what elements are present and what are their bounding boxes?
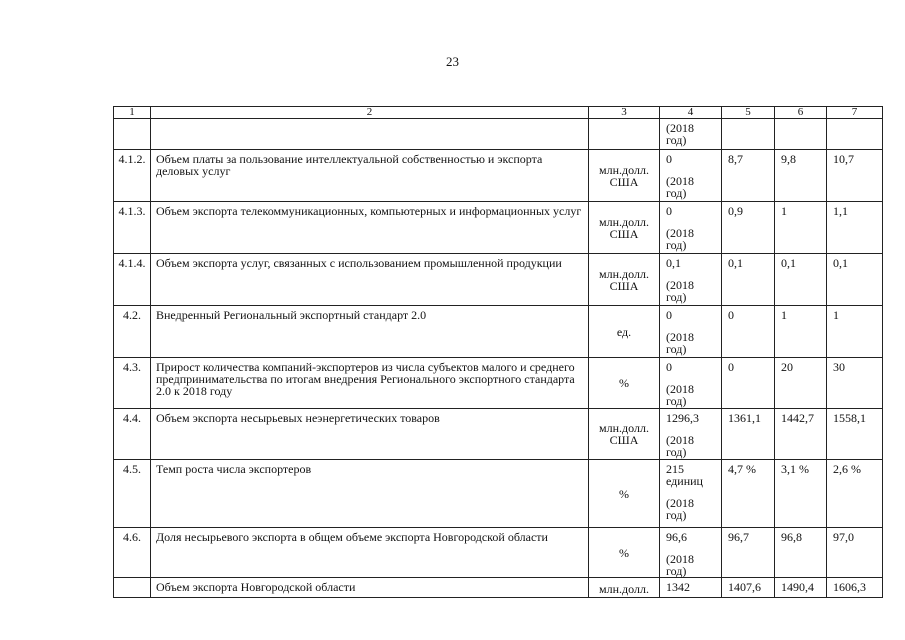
- base-year: (2018 год): [666, 121, 694, 147]
- value-2021: 1: [827, 306, 883, 358]
- indicator-name: Объем экспорта услуг, связанных с использованием промышленной продукции: [151, 254, 589, 306]
- value-2020: 1: [775, 202, 827, 254]
- unit: [589, 409, 660, 460]
- row-number: 4.1.4.: [114, 254, 151, 306]
- base-value: 215 единиц: [666, 462, 703, 488]
- unit: [589, 460, 660, 528]
- indicator-name: [151, 119, 589, 150]
- unit-text: %: [619, 545, 629, 560]
- value-2020: 1442,7: [775, 409, 827, 460]
- row-number: 4.5.: [114, 460, 151, 528]
- header-col-1: 1: [114, 107, 151, 119]
- base-value: 0: [666, 152, 672, 166]
- base-value: 0,1: [666, 256, 681, 270]
- table-row: [114, 254, 883, 306]
- base-value-cell: [660, 254, 722, 306]
- indicator-name: Прирост количества компаний-экспортеров из числа субъектов малого и среднего предпринимательства по итогам внедрения Регионального экспортного стандарта 2.0 к 2018 году: [151, 358, 589, 409]
- base-value: 0: [666, 308, 672, 322]
- unit: [589, 306, 660, 358]
- base-year: (2018 год): [666, 382, 694, 408]
- unit-text: млн.долл. США: [599, 421, 649, 447]
- header-col-7: 7: [827, 107, 883, 119]
- base-year: (2018 год): [666, 552, 694, 578]
- value-2021: 97,0: [827, 528, 883, 578]
- indicator-name: Объем экспорта Новгородской области: [151, 578, 589, 598]
- value-2021: 0,1: [827, 254, 883, 306]
- row-number: 4.1.2.: [114, 150, 151, 202]
- value-2021: 1606,3: [827, 578, 883, 598]
- unit-text: ед.: [616, 324, 632, 339]
- base-value-cell: [660, 460, 722, 528]
- value-2020: 9,8: [775, 150, 827, 202]
- header-row: [114, 107, 883, 119]
- value-2020: 1: [775, 306, 827, 358]
- value-2020: [775, 119, 827, 150]
- row-number: 4.6.: [114, 528, 151, 578]
- indicator-name: Темп роста числа экспортеров: [151, 460, 589, 528]
- base-value-cell: [660, 528, 722, 578]
- base-year: (2018 год): [666, 278, 694, 304]
- value-2021: 1558,1: [827, 409, 883, 460]
- unit: [589, 254, 660, 306]
- unit: [589, 119, 660, 150]
- value-2021: 10,7: [827, 150, 883, 202]
- base-year: (2018 год): [666, 496, 694, 522]
- indicator-name: Доля несырьевого экспорта в общем объеме экспорта Новгородской области: [151, 528, 589, 578]
- value-2020: 96,8: [775, 528, 827, 578]
- base-value-cell: [660, 409, 722, 460]
- base-value: 1342: [666, 580, 690, 594]
- base-value-cell: [660, 358, 722, 409]
- unit: [589, 578, 660, 598]
- table-row: [114, 202, 883, 254]
- indicator-name: Объем платы за пользование интеллектуальной собственностью и экспорта деловых услуг: [151, 150, 589, 202]
- unit-text: млн.долл. США: [599, 266, 649, 293]
- value-2021: 1,1: [827, 202, 883, 254]
- value-2020: 20: [775, 358, 827, 409]
- base-value-cell: [660, 119, 722, 150]
- value-2020: 3,1 %: [775, 460, 827, 528]
- unit: [589, 358, 660, 409]
- value-2019: 1361,1: [722, 409, 775, 460]
- value-2021: [827, 119, 883, 150]
- row-number: 4.1.3.: [114, 202, 151, 254]
- base-year: (2018 год): [666, 433, 694, 459]
- unit-text: %: [619, 486, 629, 501]
- indicators-table: [113, 106, 883, 598]
- value-2019: 0,9: [722, 202, 775, 254]
- value-2019: [722, 119, 775, 150]
- value-2019: 8,7: [722, 150, 775, 202]
- table-row: [114, 578, 883, 598]
- base-value: 0: [666, 204, 672, 218]
- value-2019: 0: [722, 306, 775, 358]
- base-value: 1296,3: [666, 411, 699, 425]
- row-number: 4.2.: [114, 306, 151, 358]
- value-2019: 4,7 %: [722, 460, 775, 528]
- table-row: [114, 460, 883, 528]
- table-row: [114, 306, 883, 358]
- indicator-name: Внедренный Региональный экспортный стандарт 2.0: [151, 306, 589, 358]
- value-2021: 30: [827, 358, 883, 409]
- value-2019: 0: [722, 358, 775, 409]
- row-number: 4.4.: [114, 409, 151, 460]
- value-2019: 1407,6: [722, 578, 775, 598]
- unit-text: млн.долл. США: [599, 214, 649, 241]
- row-number: [114, 578, 151, 598]
- base-year: (2018 год): [666, 174, 694, 200]
- table-row: [114, 150, 883, 202]
- base-value-cell: [660, 150, 722, 202]
- base-value-cell: [660, 202, 722, 254]
- indicator-name: Объем экспорта телекоммуникационных, компьютерных и информационных услуг: [151, 202, 589, 254]
- base-year: (2018 год): [666, 330, 694, 356]
- indicator-name: Объем экспорта несырьевых неэнергетических товаров: [151, 409, 589, 460]
- base-year: (2018 год): [666, 226, 694, 252]
- base-value-cell: [660, 578, 722, 598]
- unit-text: млн.долл. США: [599, 162, 649, 189]
- unit-text: %: [619, 376, 629, 390]
- base-value-cell: [660, 306, 722, 358]
- value-2019: 0,1: [722, 254, 775, 306]
- table-row: [114, 409, 883, 460]
- row-number: 4.3.: [114, 358, 151, 409]
- header-col-3: 3: [589, 107, 660, 119]
- page-number: 23: [446, 54, 459, 69]
- unit: [589, 528, 660, 578]
- table-row: [114, 358, 883, 409]
- row-number: [114, 119, 151, 150]
- value-2021: 2,6 %: [827, 460, 883, 528]
- header-col-5: 5: [722, 107, 775, 119]
- header-col-2: 2: [151, 107, 589, 119]
- unit-text: млн.долл.: [599, 582, 649, 596]
- value-2020: 1490,4: [775, 578, 827, 598]
- table-row: [114, 119, 883, 150]
- table-row: [114, 528, 883, 578]
- unit: [589, 150, 660, 202]
- base-value: 0: [666, 360, 672, 374]
- value-2019: 96,7: [722, 528, 775, 578]
- value-2020: 0,1: [775, 254, 827, 306]
- base-value: 96,6: [666, 530, 687, 544]
- header-col-6: 6: [775, 107, 827, 119]
- header-col-4: 4: [660, 107, 722, 119]
- unit: [589, 202, 660, 254]
